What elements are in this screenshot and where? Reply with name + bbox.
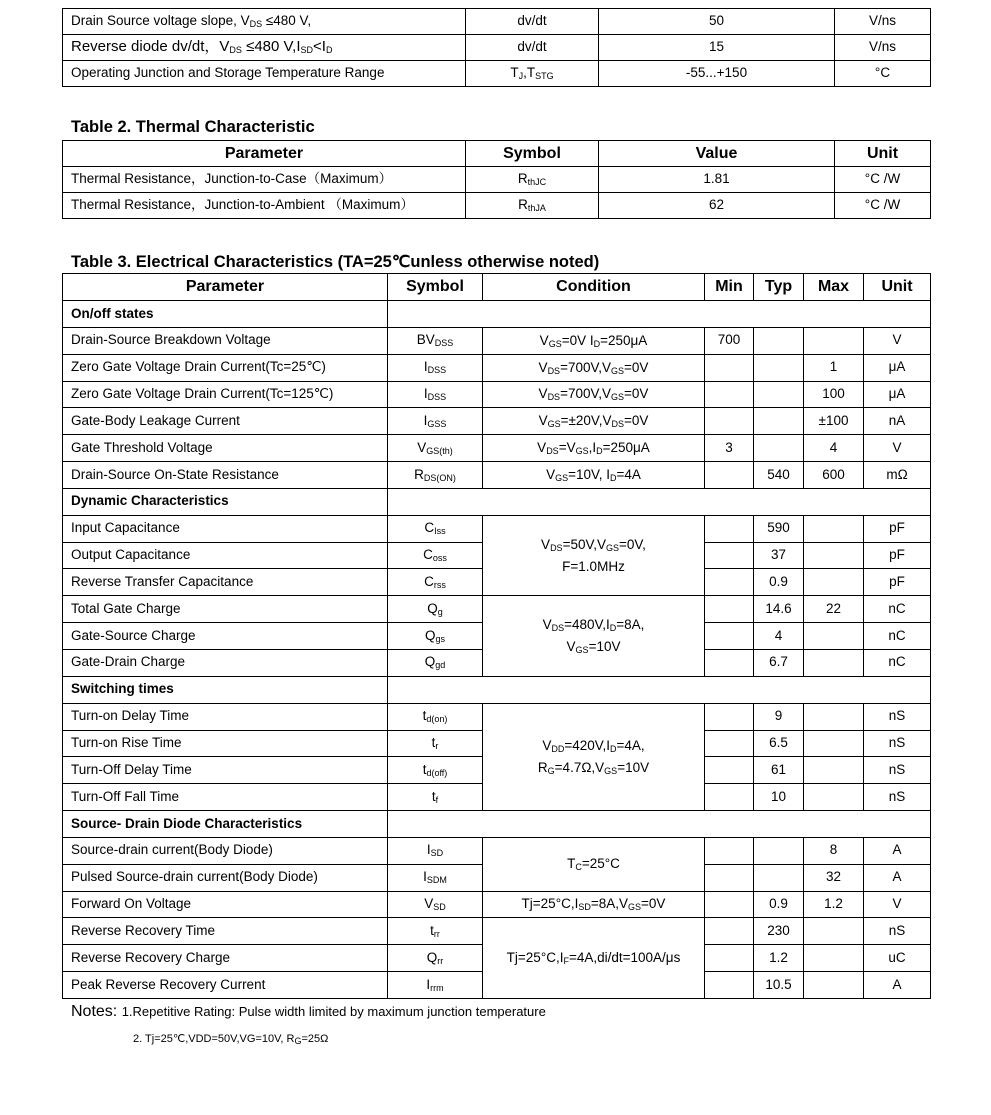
parameter-cell: Reverse Transfer Capacitance: [63, 569, 388, 596]
section-row: [63, 488, 931, 515]
table-row: [63, 596, 931, 623]
col-header: Min: [705, 274, 754, 301]
max-cell: [804, 569, 864, 596]
unit-cell: V: [864, 327, 931, 354]
symbol-cell: $C_{oss}$: [388, 542, 483, 569]
parameter-cell: Gate-Source Charge: [63, 623, 388, 650]
typ-cell: 37: [754, 542, 804, 569]
condition-cell: $T_C=25^\circ C$: [483, 837, 705, 891]
symbol-cell: $t_{d(off)}$: [388, 757, 483, 784]
typ-cell: 230: [754, 918, 804, 945]
min-cell: [705, 408, 754, 435]
min-cell: [705, 730, 754, 757]
unit-cell: nS: [864, 757, 931, 784]
typ-cell: 10: [754, 784, 804, 811]
unit-cell: A: [864, 972, 931, 999]
typ-cell: [754, 381, 804, 408]
thermal-table: [62, 140, 931, 219]
max-cell: 1.2: [804, 891, 864, 918]
section-filler: [388, 811, 931, 838]
max-cell: 22: [804, 596, 864, 623]
condition-cell: $V_{DS}=480V,I_D=8A$, $V_{GS}=10V$: [483, 596, 705, 677]
table-row: [63, 462, 931, 489]
typ-cell: 14.6: [754, 596, 804, 623]
section-filler: [388, 488, 931, 515]
unit-cell: V: [864, 435, 931, 462]
condition-cell: $Tj=25^\circ C,I_F=4A,di/dt=100A/\mu s$: [483, 918, 705, 999]
typ-cell: 6.7: [754, 649, 804, 676]
symbol-cell: $R_{thJA}$: [466, 193, 599, 219]
parameter-cell: Reverse Recovery Time: [63, 918, 388, 945]
section-title: Source- Drain Diode Characteristics: [63, 811, 388, 838]
header-row: [63, 274, 931, 301]
unit-cell: A: [864, 837, 931, 864]
unit-cell: V/ns: [835, 35, 931, 61]
notes: Notes: 1.Repetitive Rating: Pulse width limited by maximum junction temperature: [71, 1003, 546, 1020]
absolute-ratings-table: [62, 8, 931, 87]
max-cell: [804, 972, 864, 999]
parameter-cell: Drain-Source On-State Resistance: [63, 462, 388, 489]
typ-cell: 0.9: [754, 569, 804, 596]
typ-cell: 61: [754, 757, 804, 784]
col-header: Symbol: [388, 274, 483, 301]
symbol-cell: dv/dt: [466, 35, 599, 61]
typ-cell: [754, 408, 804, 435]
min-cell: [705, 623, 754, 650]
max-cell: 100: [804, 381, 864, 408]
table-row: [63, 381, 931, 408]
unit-cell: pF: [864, 542, 931, 569]
symbol-cell: $Q_{rr}$: [388, 945, 483, 972]
unit-cell: pF: [864, 515, 931, 542]
min-cell: [705, 918, 754, 945]
unit-cell: nS: [864, 703, 931, 730]
symbol-cell: $R_{DS(ON)}$: [388, 462, 483, 489]
max-cell: [804, 542, 864, 569]
table-row: [63, 891, 931, 918]
note-2: 2. Tj=25℃,VDD=50V,VG=10V, $R_G=25\Omega$: [133, 1033, 329, 1046]
parameter-cell: Turn-Off Fall Time: [63, 784, 388, 811]
parameter-cell: Zero Gate Voltage Drain Current(Tc=25℃): [63, 354, 388, 381]
min-cell: [705, 864, 754, 891]
table-row: [63, 435, 931, 462]
col-header: Parameter: [63, 274, 388, 301]
unit-cell: V/ns: [835, 9, 931, 35]
symbol-cell: $t_r$: [388, 730, 483, 757]
parameter-cell: Turn-on Delay Time: [63, 703, 388, 730]
table-row: [63, 354, 931, 381]
table-row: [63, 408, 931, 435]
typ-cell: 1.2: [754, 945, 804, 972]
min-cell: [705, 569, 754, 596]
section-row: [63, 676, 931, 703]
max-cell: [804, 623, 864, 650]
condition-cell: $V_{DD}=420V,I_D=4A$, $R_G=4.7\Omega,V_{GS}=10V$: [483, 703, 705, 810]
min-cell: [705, 354, 754, 381]
unit-cell: nC: [864, 623, 931, 650]
col-header: Condition: [483, 274, 705, 301]
parameter-cell: Drain Source voltage slope, $V_{DS} \le 480$ V,: [63, 9, 466, 35]
col-header: Parameter: [63, 141, 466, 167]
table-row: [63, 193, 931, 219]
typ-cell: 0.9: [754, 891, 804, 918]
col-header: Symbol: [466, 141, 599, 167]
max-cell: 1: [804, 354, 864, 381]
parameter-cell: Operating Junction and Storage Temperature Range: [63, 61, 466, 87]
max-cell: [804, 730, 864, 757]
symbol-cell: $I_{SD}$: [388, 837, 483, 864]
min-cell: [705, 649, 754, 676]
table-row: [63, 703, 931, 730]
min-cell: [705, 972, 754, 999]
parameter-cell: Thermal Resistance，Junction-to-Case（Maximum）: [63, 167, 466, 193]
table2-caption: Table 2. Thermal Characteristic: [71, 118, 315, 136]
max-cell: [804, 327, 864, 354]
parameter-cell: Output Capacitance: [63, 542, 388, 569]
max-cell: [804, 649, 864, 676]
max-cell: [804, 918, 864, 945]
unit-cell: pF: [864, 569, 931, 596]
symbol-cell: $V_{GS(th)}$: [388, 435, 483, 462]
min-cell: [705, 381, 754, 408]
condition-cell: $V_{GS}=0V$ $I_D=250\mu A$: [483, 327, 705, 354]
typ-cell: [754, 354, 804, 381]
symbol-cell: $C_{Iss}$: [388, 515, 483, 542]
symbol-cell: $T_J,T_{STG}$: [466, 61, 599, 87]
parameter-cell: Thermal Resistance，Junction-to-Ambient （Maximum）: [63, 193, 466, 219]
parameter-cell: Pulsed Source-drain current(Body Diode): [63, 864, 388, 891]
symbol-cell: $I_{SDM}$: [388, 864, 483, 891]
table3-caption: Table 3. Electrical Characteristics (TA=25℃unless otherwise noted): [71, 253, 600, 271]
symbol-cell: $I_{rrm}$: [388, 972, 483, 999]
unit-cell: nS: [864, 730, 931, 757]
symbol-cell: $BV_{DSS}$: [388, 327, 483, 354]
symbol-cell: $Q_{gd}$: [388, 649, 483, 676]
parameter-cell: Drain-Source Breakdown Voltage: [63, 327, 388, 354]
min-cell: [705, 462, 754, 489]
parameter-cell: Zero Gate Voltage Drain Current(Tc=125℃): [63, 381, 388, 408]
min-cell: [705, 784, 754, 811]
electrical-table: [62, 273, 931, 999]
col-header: Value: [599, 141, 835, 167]
symbol-cell: $V_{SD}$: [388, 891, 483, 918]
max-cell: 32: [804, 864, 864, 891]
parameter-cell: Source-drain current(Body Diode): [63, 837, 388, 864]
min-cell: [705, 757, 754, 784]
symbol-cell: $I_{GSS}$: [388, 408, 483, 435]
unit-cell: °C: [835, 61, 931, 87]
parameter-cell: Turn-Off Delay Time: [63, 757, 388, 784]
value-cell: -55...+150: [599, 61, 835, 87]
section-title: Dynamic Characteristics: [63, 488, 388, 515]
min-cell: 700: [705, 327, 754, 354]
max-cell: [804, 757, 864, 784]
min-cell: [705, 837, 754, 864]
table-row: [63, 515, 931, 542]
unit-cell: nC: [864, 649, 931, 676]
parameter-cell: Reverse Recovery Charge: [63, 945, 388, 972]
condition-cell: $V_{GS}=10V$, $I_D=4A$: [483, 462, 705, 489]
max-cell: ±100: [804, 408, 864, 435]
symbol-cell: $I_{DSS}$: [388, 381, 483, 408]
symbol-cell: $t_{d(on)}$: [388, 703, 483, 730]
unit-cell: °C /W: [835, 167, 931, 193]
col-header: Max: [804, 274, 864, 301]
table-row: [63, 327, 931, 354]
typ-cell: 540: [754, 462, 804, 489]
unit-cell: μA: [864, 354, 931, 381]
header-row: [63, 141, 931, 167]
section-row: [63, 301, 931, 328]
unit-cell: uC: [864, 945, 931, 972]
parameter-cell: Input Capacitance: [63, 515, 388, 542]
unit-cell: °C /W: [835, 193, 931, 219]
table-row: [63, 837, 931, 864]
col-header: Unit: [864, 274, 931, 301]
typ-cell: [754, 435, 804, 462]
max-cell: 4: [804, 435, 864, 462]
parameter-cell: Gate Threshold Voltage: [63, 435, 388, 462]
min-cell: 3: [705, 435, 754, 462]
typ-cell: 6.5: [754, 730, 804, 757]
typ-cell: 590: [754, 515, 804, 542]
condition-cell: $Tj=25^\circ C,I_{SD}=8A,V_{GS}=0V$: [483, 891, 705, 918]
min-cell: [705, 515, 754, 542]
typ-cell: [754, 327, 804, 354]
unit-cell: A: [864, 864, 931, 891]
min-cell: [705, 945, 754, 972]
condition-cell: $V_{DS}=700V,V_{GS}=0V$: [483, 354, 705, 381]
section-row: [63, 811, 931, 838]
parameter-cell: Turn-on Rise Time: [63, 730, 388, 757]
section-filler: [388, 301, 931, 328]
table-row: [63, 167, 931, 193]
value-cell: 62: [599, 193, 835, 219]
max-cell: [804, 515, 864, 542]
min-cell: [705, 542, 754, 569]
symbol-cell: $Q_{gs}$: [388, 623, 483, 650]
parameter-cell: Reverse diode dv/dt，$V_{DS} \le 480$ $V,I_{SD}<I_D$: [63, 35, 466, 61]
unit-cell: μA: [864, 381, 931, 408]
unit-cell: nS: [864, 784, 931, 811]
value-cell: 50: [599, 9, 835, 35]
section-title: On/off states: [63, 301, 388, 328]
symbol-cell: $Q_g$: [388, 596, 483, 623]
parameter-cell: Forward On Voltage: [63, 891, 388, 918]
condition-cell: $V_{DS}=V_{GS},I_D=250\mu A$: [483, 435, 705, 462]
parameter-cell: Gate-Drain Charge: [63, 649, 388, 676]
condition-cell: $V_{DS}=50V,V_{GS}=0V$, F=1.0MHz: [483, 515, 705, 596]
symbol-cell: $R_{thJC}$: [466, 167, 599, 193]
typ-cell: 9: [754, 703, 804, 730]
parameter-cell: Gate-Body Leakage Current: [63, 408, 388, 435]
typ-cell: [754, 864, 804, 891]
min-cell: [705, 891, 754, 918]
symbol-cell: $t_{rr}$: [388, 918, 483, 945]
unit-cell: nC: [864, 596, 931, 623]
max-cell: 600: [804, 462, 864, 489]
symbol-cell: $t_f$: [388, 784, 483, 811]
symbol-cell: dv/dt: [466, 9, 599, 35]
value-cell: 15: [599, 35, 835, 61]
max-cell: [804, 703, 864, 730]
condition-cell: $V_{DS}=700V,V_{GS}=0V$: [483, 381, 705, 408]
section-title: Switching times: [63, 676, 388, 703]
symbol-cell: $C_{rss}$: [388, 569, 483, 596]
unit-cell: nS: [864, 918, 931, 945]
typ-cell: 4: [754, 623, 804, 650]
value-cell: 1.81: [599, 167, 835, 193]
parameter-cell: Total Gate Charge: [63, 596, 388, 623]
min-cell: [705, 703, 754, 730]
condition-cell: $V_{GS}=\pm 20V,V_{DS}=0V$: [483, 408, 705, 435]
max-cell: 8: [804, 837, 864, 864]
max-cell: [804, 945, 864, 972]
col-header: Typ: [754, 274, 804, 301]
parameter-cell: Peak Reverse Recovery Current: [63, 972, 388, 999]
table-row: [63, 61, 931, 87]
min-cell: [705, 596, 754, 623]
max-cell: [804, 784, 864, 811]
table-row: [63, 918, 931, 945]
unit-cell: nA: [864, 408, 931, 435]
table-row: [63, 35, 931, 61]
typ-cell: 10.5: [754, 972, 804, 999]
unit-cell: V: [864, 891, 931, 918]
section-filler: [388, 676, 931, 703]
table-row: [63, 9, 931, 35]
unit-cell: mΩ: [864, 462, 931, 489]
symbol-cell: $I_{DSS}$: [388, 354, 483, 381]
col-header: Unit: [835, 141, 931, 167]
typ-cell: [754, 837, 804, 864]
